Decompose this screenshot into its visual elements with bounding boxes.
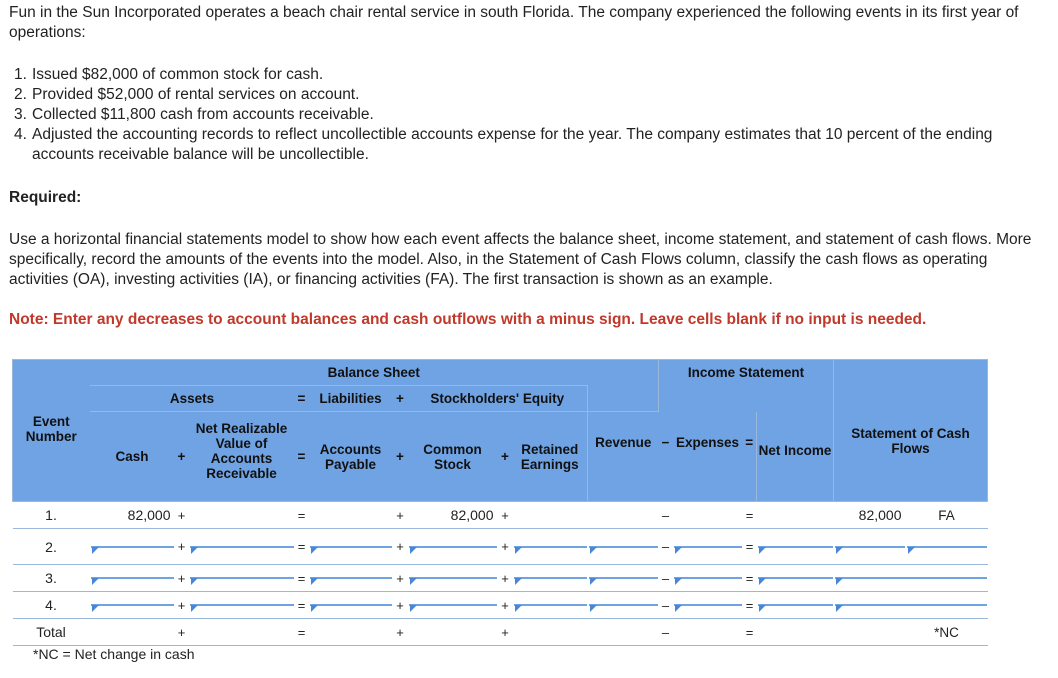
cash-flow-input[interactable] [835, 577, 987, 579]
accounts-payable-value [309, 502, 393, 529]
footnote: *NC = Net change in cash [33, 646, 195, 662]
expenses-header: Expenses [673, 412, 743, 502]
accounts-payable-input[interactable] [310, 604, 392, 606]
equals-sign: = [743, 592, 757, 619]
nrv-header: Net Realizable Value of Accounts Receivable [189, 412, 295, 502]
common-stock-header: Common Stock [408, 412, 498, 502]
cash-flow-total [834, 619, 906, 646]
revenue-input[interactable] [589, 546, 658, 548]
plus-sign: + [175, 412, 189, 502]
accounts-payable-input[interactable] [310, 546, 392, 548]
accounts-payable-input[interactable] [310, 577, 392, 579]
event-number: 1. [13, 502, 90, 529]
cash-flow-class: FA [906, 502, 988, 529]
expenses-input[interactable] [674, 546, 742, 548]
income-statement-header: Income Statement [659, 360, 834, 386]
plus-sign: + [175, 592, 189, 619]
plus-sign: + [175, 565, 189, 592]
cash-input[interactable] [91, 577, 174, 579]
plus-sign: + [393, 502, 408, 529]
minus-sign: − [659, 412, 673, 502]
cash-flows-header: Statement of Cash Flows [834, 412, 988, 502]
event-item: 4. Adjusted the accounting records to reflect uncollectible accounts expense for the year. The company estimates that 10 percent of the ending accounts receivable balance will be uncollectible. [14, 126, 993, 163]
plus-sign: + [393, 386, 408, 412]
event-number-header: Event Number [13, 412, 90, 502]
minus-sign: – [659, 565, 673, 592]
equals-sign: = [743, 529, 757, 565]
plus-sign: + [175, 502, 189, 529]
cash-flow-amount-input[interactable] [835, 546, 905, 548]
cash-flow-input[interactable] [835, 604, 987, 606]
retained-earnings-total [513, 619, 588, 646]
plus-sign: + [498, 412, 513, 502]
minus-sign: – [659, 592, 673, 619]
nrv-input[interactable] [190, 546, 294, 548]
revenue-header: Revenue [588, 412, 659, 502]
cash-flow-class-total: *NC [906, 619, 988, 646]
net-income-input[interactable] [758, 604, 833, 606]
minus-sign: – [659, 619, 673, 646]
common-stock-input[interactable] [409, 604, 497, 606]
plus-sign: + [175, 619, 189, 646]
cash-value: 82,000 [90, 502, 175, 529]
common-stock-value: 82,000 [408, 502, 498, 529]
revenue-input[interactable] [589, 604, 658, 606]
plus-sign: + [393, 529, 408, 565]
net-income-input[interactable] [758, 577, 833, 579]
plus-sign: + [393, 412, 408, 502]
event-number: 3. [13, 565, 90, 592]
equals-sign: = [743, 619, 757, 646]
net-income-value [757, 502, 834, 529]
cash-header: Cash [90, 412, 175, 502]
liabilities-header: Liabilities [309, 386, 393, 412]
equals-sign: = [743, 502, 757, 529]
retained-earnings-header: Retained Earnings [513, 412, 588, 502]
required-label: Required: [9, 189, 82, 206]
equals-sign: = [295, 412, 309, 502]
retained-earnings-value [513, 502, 588, 529]
total-label: Total [13, 619, 90, 646]
common-stock-input[interactable] [409, 577, 497, 579]
plus-sign: + [498, 619, 513, 646]
equals-sign: = [295, 502, 309, 529]
event-number: 4. [13, 592, 90, 619]
expenses-input[interactable] [674, 604, 742, 606]
plus-sign: + [498, 529, 513, 565]
equals-sign: = [295, 619, 309, 646]
net-income-header: Net Income [757, 412, 834, 502]
minus-sign: – [659, 529, 673, 565]
problem-intro: Fun in the Sun Incorporated operates a beach chair rental service in south Florida. The company experienced the following events in its first year of operations: [9, 4, 1019, 41]
accounts-payable-total [309, 619, 393, 646]
financial-statements-model [12, 359, 988, 646]
equals-sign: = [295, 386, 309, 412]
nrv-input[interactable] [190, 577, 294, 579]
common-stock-input[interactable] [409, 546, 497, 548]
equals-sign: = [295, 592, 309, 619]
cash-flow-class-input[interactable] [907, 546, 987, 548]
event-item: 1. Issued $82,000 of common stock for cash. [14, 66, 324, 83]
revenue-input[interactable] [589, 577, 658, 579]
nrv-value [189, 502, 295, 529]
expenses-input[interactable] [674, 577, 742, 579]
cash-flow-amount: 82,000 [834, 502, 906, 529]
equals-sign: = [295, 529, 309, 565]
instructions: Use a horizontal financial statements model to show how each event affects the balance sheet, income statement, and statement of cash flows. More specifically, record the amounts of the events into the model. Also, in the Statement of Cash Flows column, classify the cash flows as operating activities (OA), investing activities (IA), or financing activities (FA). The first transaction is shown as an example. [9, 231, 1032, 288]
minus-sign: – [659, 502, 673, 529]
equals-sign: = [743, 565, 757, 592]
stockholders-equity-header: Stockholders' Equity [408, 386, 588, 412]
plus-sign: + [498, 565, 513, 592]
revenue-total [588, 619, 659, 646]
event-item: 2. Provided $52,000 of rental services on account. [14, 86, 360, 103]
revenue-value [588, 502, 659, 529]
event-item: 3. Collected $11,800 cash from accounts receivable. [14, 106, 374, 123]
plus-sign: + [498, 592, 513, 619]
cash-total [90, 619, 175, 646]
net-income-input[interactable] [758, 546, 833, 548]
expenses-value [673, 502, 743, 529]
retained-earnings-input[interactable] [514, 604, 587, 606]
plus-sign: + [393, 592, 408, 619]
cash-input[interactable] [91, 604, 174, 606]
balance-sheet-header: Balance Sheet [90, 360, 659, 386]
event-list [14, 65, 1054, 165]
note: Note: Enter any decreases to account balances and cash outflows with a minus sign. Leave cells blank if no input is needed. [9, 311, 927, 328]
equals-sign: = [295, 565, 309, 592]
retained-earnings-input[interactable] [514, 546, 587, 548]
event-number: 2. [13, 529, 90, 565]
expenses-total [673, 619, 743, 646]
net-income-total [757, 619, 834, 646]
nrv-input[interactable] [190, 604, 294, 606]
assets-header: Assets [90, 386, 295, 412]
plus-sign: + [498, 502, 513, 529]
accounts-payable-header: Accounts Payable [309, 412, 393, 502]
plus-sign: + [393, 619, 408, 646]
common-stock-total [408, 619, 498, 646]
equals-sign: = [743, 412, 757, 502]
nrv-total [189, 619, 295, 646]
plus-sign: + [393, 565, 408, 592]
cash-input[interactable] [91, 546, 174, 548]
retained-earnings-input[interactable] [514, 577, 587, 579]
plus-sign: + [175, 529, 189, 565]
